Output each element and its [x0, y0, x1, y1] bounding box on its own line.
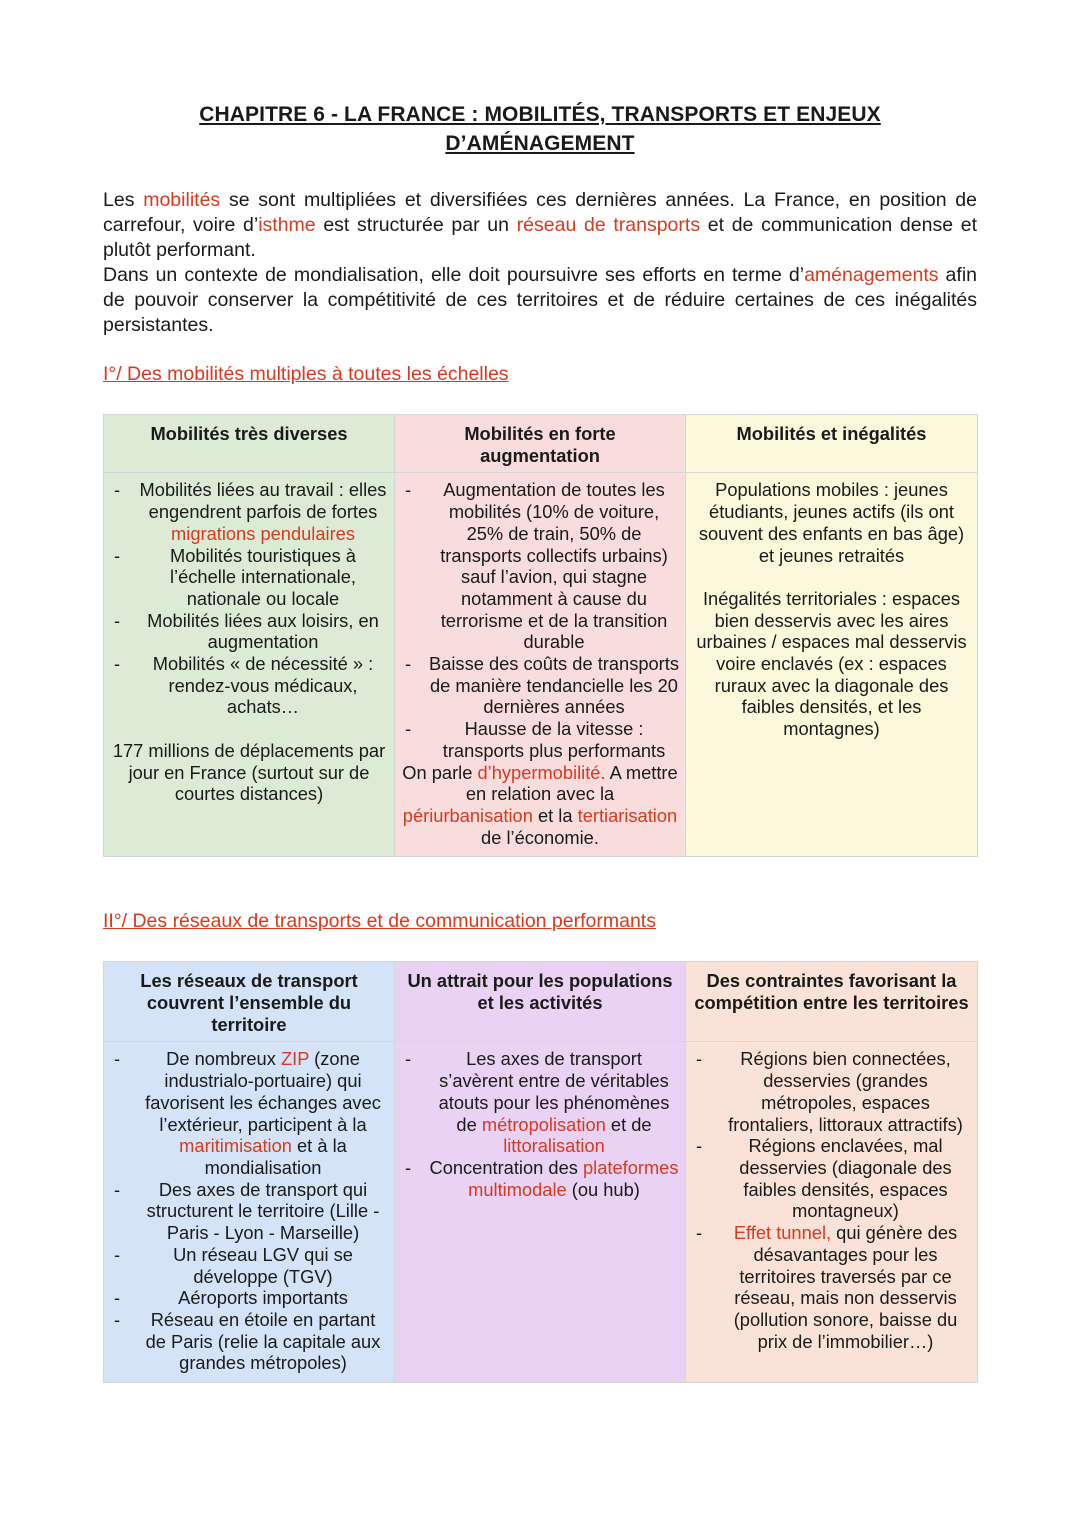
- text-run: Régions bien connectées, desservies (grandes métropoles, espaces frontaliers, littoraux attractifs): [728, 1048, 963, 1135]
- table-header-row: [104, 415, 978, 473]
- text-run: afin de pouvoir conserver la compétitivité de ces territoires et de réduire certaines de ces inégalités persistantes.: [103, 264, 977, 336]
- highlighted-term: maritimisation: [179, 1135, 292, 1157]
- cell-mobilites-augmentation: [395, 473, 686, 857]
- cell-contraintes: [686, 1042, 978, 1383]
- text-run: Hausse de la vitesse : transports plus performants: [442, 718, 666, 761]
- text-run: Régions enclavées, mal desservies (diagonale des faibles densités, espaces montagneux): [739, 1135, 952, 1222]
- section-heading-part1: I°/ Des mobilités multiples à toutes les échelles: [103, 363, 509, 385]
- table-mobilites: [103, 414, 978, 857]
- highlighted-term: plateformes multimodale: [468, 1156, 679, 1200]
- cell-paragraph: Inégalités territoriales : espaces bien desservis avec les aires urbaines / espaces mal desservis voire enclavés (ex : espaces ruraux avec la diagonale des faibles densités, et les montagnes): [696, 587, 967, 740]
- text-run: et de communication dense et plutôt performant.: [103, 214, 978, 261]
- highlighted-term: ZIP: [280, 1048, 310, 1070]
- text-run: est structurée par un: [315, 214, 517, 236]
- highlighted-term: métropolisation: [481, 1113, 606, 1135]
- list-item: [401, 718, 679, 761]
- text-run: Dans un contexte de mondialisation, elle doit poursuivre ses efforts en terme d’: [103, 264, 805, 286]
- cell-mobilites-inegalites: [686, 473, 978, 857]
- cell-note: 177 millions de déplacements par jour en France (surtout sur de courtes distances): [112, 739, 386, 805]
- cell-reseaux-territoire: [104, 1042, 395, 1383]
- column-header-contraintes: Des contraintes favorisant la compétition entre les territoires: [686, 962, 978, 1042]
- intro-paragraph-1: [103, 188, 977, 263]
- bullet-list: [110, 479, 388, 718]
- text-run: Des axes de transport qui structurent le territoire (Lille - Paris - Lyon - Marseille): [146, 1178, 380, 1244]
- text-run: qui génère des désavantages pour les territoires traversés par ce réseau, mais non desservis (pollution sonore, baisse du prix de l’immobilier…): [733, 1222, 958, 1352]
- list-item: [692, 1222, 971, 1352]
- highlighted-term: d’hypermobilité.: [477, 761, 606, 783]
- text-run: Baisse des coûts de transports de manière tendancielle les 20 dernières années: [429, 653, 679, 718]
- text-run: Augmentation de toutes les mobilités (10% de voiture, 25% de train, 50% de transports collectifs urbains) sauf l’avion, qui stagne notamment à cause du terrorisme et de la transition durable: [440, 479, 668, 653]
- table-header-row: [104, 962, 978, 1042]
- list-item: [110, 1244, 388, 1287]
- highlighted-term: mobilités: [143, 189, 221, 211]
- cell-attrait: [395, 1042, 686, 1383]
- text-run: Les: [103, 189, 144, 211]
- list-item: [401, 653, 679, 718]
- text-run: se sont multipliées et diversifiées ces dernières années. La France, en position de carrefour, voire d’: [103, 189, 977, 236]
- text-run: De nombreux: [166, 1048, 281, 1070]
- table-row: [104, 1042, 978, 1383]
- bullet-list: [401, 479, 679, 761]
- text-run: Réseau en étoile en partant de Paris (relie la capitale aux grandes métropoles): [145, 1308, 381, 1374]
- cell-paragraph: Populations mobiles : jeunes étudiants, jeunes actifs (ils ont souvent des enfants en bas âge) et jeunes retraités: [698, 479, 965, 566]
- list-item: [110, 545, 388, 610]
- text-run: Les axes de transport s’avèrent entre de véritables atouts pour les phénomènes de: [438, 1048, 670, 1135]
- text-run: Mobilités touristiques à l’échelle internationale, nationale ou locale: [170, 544, 356, 609]
- highlighted-term: Effet tunnel,: [733, 1222, 832, 1244]
- text-run: Mobilités liées aux loisirs, en augmentation: [147, 609, 379, 653]
- text-run: Mobilités liées au travail : elles engendrent parfois de fortes: [139, 479, 387, 523]
- column-header-mobilites-augmentation: Mobilités en forte augmentation: [395, 415, 686, 473]
- bullet-list: [110, 1048, 388, 1374]
- list-item: [110, 1309, 388, 1374]
- text-run: Aéroports importants: [178, 1287, 348, 1309]
- highlighted-term: périurbanisation: [402, 804, 533, 826]
- highlighted-term: littoralisation: [503, 1135, 605, 1157]
- text-run: (zone industrialo-portuaire) qui favorisent les échanges avec l’extérieur, participent à la: [145, 1048, 381, 1135]
- text-run: A mettre en relation avec la: [465, 761, 678, 805]
- list-item: [110, 1048, 388, 1178]
- list-item: [110, 479, 388, 544]
- list-item: [692, 1135, 971, 1222]
- intro-paragraph-2: [103, 263, 977, 338]
- list-item: [692, 1048, 971, 1135]
- list-item: [110, 610, 388, 653]
- table-row: [104, 473, 978, 857]
- list-item: [110, 1179, 388, 1244]
- text-run: (ou hub): [566, 1178, 640, 1200]
- cell-note: [401, 762, 679, 849]
- column-header-reseaux-territoire: Les réseaux de transport couvrent l’ensemble du territoire: [104, 962, 395, 1042]
- highlighted-term: isthme: [258, 214, 316, 236]
- text-run: et de: [605, 1113, 652, 1135]
- highlighted-term: aménagements: [804, 264, 939, 286]
- bullet-list: [692, 1048, 971, 1352]
- text-run: On parle: [402, 761, 478, 783]
- page-title: CHAPITRE 6 - LA FRANCE : MOBILITÉS, TRANSPORTS ET ENJEUX D’AMÉNAGEMENT: [199, 103, 881, 155]
- highlighted-term: réseau de transports: [516, 214, 701, 236]
- introduction: [103, 188, 977, 338]
- column-header-mobilites-diverses: Mobilités très diverses: [104, 415, 395, 473]
- list-item: [401, 1157, 679, 1200]
- table-reseaux: [103, 961, 978, 1383]
- list-item: [110, 653, 388, 718]
- text-run: et à la mondialisation: [204, 1135, 347, 1178]
- text-run: et la: [532, 804, 578, 826]
- text-run: Un réseau LGV qui se développe (TGV): [173, 1243, 353, 1287]
- column-header-attrait: Un attrait pour les populations et les activités: [395, 962, 686, 1042]
- cell-mobilites-diverses: [104, 473, 395, 857]
- list-item: [401, 1048, 679, 1157]
- section-heading-part2: II°/ Des réseaux de transports et de communication performants: [103, 910, 656, 933]
- column-header-mobilites-inegalites: Mobilités et inégalités: [686, 415, 978, 473]
- text-run: Concentration des: [429, 1156, 583, 1178]
- highlighted-term: migrations pendulaires: [171, 522, 355, 544]
- list-item: [401, 479, 679, 653]
- bullet-list: [401, 1048, 679, 1200]
- document-page: [103, 100, 977, 1383]
- text-run: de l’économie.: [481, 826, 599, 848]
- list-item: [110, 1287, 388, 1309]
- highlighted-term: tertiarisation: [577, 804, 678, 826]
- text-run: Mobilités « de nécessité » : rendez-vous médicaux, achats…: [152, 653, 374, 718]
